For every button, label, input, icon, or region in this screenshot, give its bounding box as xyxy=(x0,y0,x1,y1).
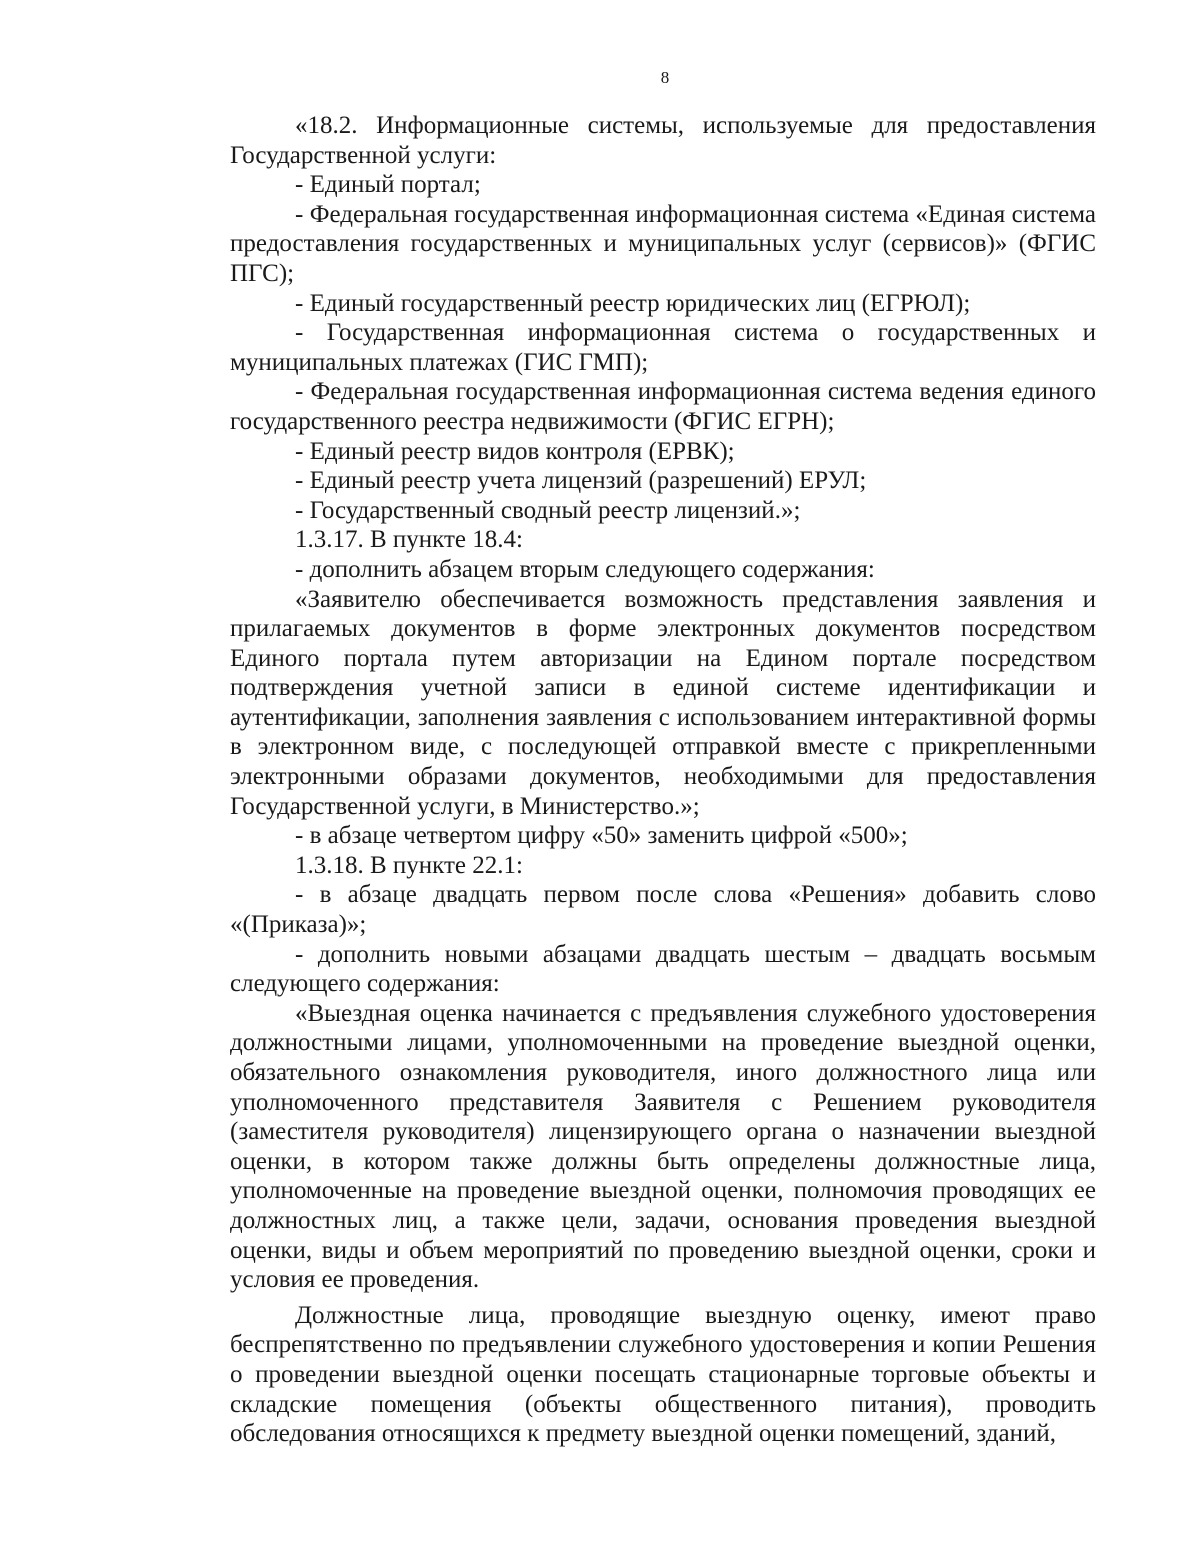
amendment-replace-50: - в абзаце четвертом цифру «50» заменить цифрой «500»; xyxy=(295,822,908,850)
list-item-single-portal: - Единый портал; xyxy=(295,171,481,199)
amendment-add-word: - в абзаце двадцать первом после слова «Решения» добавить слово «(Приказа)»; xyxy=(230,881,1096,939)
quoted-paragraph-field-assessment: «Выездная оценка начинается с предъявления служебного удостоверения должностными лицами, уполномоченными на проведение выездной оценки, обязательного ознакомления руководителя, иного должностного лица или уполномоченного представителя Заявителя с Решением руководителя (заместителя руководителя) лицензирующего органа о назначении выездной оценки, в котором также должны быть определены должностные лица, уполномоченные на проведение выездной оценки, полномочия проводящих ее должностных лиц, а также цели, задачи, основания проведения выездной оценки, виды и объем мероприятий по проведению выездной оценки, сроки и условия ее проведения. xyxy=(230,999,1096,1294)
list-item-fgis-egrn: - Федеральная государственная информационная система ведения единого государственного реестра недвижимости (ФГИС ЕГРН); xyxy=(230,378,1096,435)
quoted-paragraph-applicant: «Заявителю обеспечивается возможность представления заявления и прилагаемых документов в форме электронных документов посредством Единого портала путем авторизации на Едином портале посредством подтверждения учетной записи в единой системе идентификации и аутентификации, заполнения заявления с использованием интерактивной формы в электронном виде, с последующей отправкой вместе с прикрепленными электронными образами документов, необходимыми для предоставления Государственной услуги, в Министерство.»; xyxy=(230,585,1096,820)
paragraph-18-2-intro: «18.2. Информационные системы, используемые для предоставления Государственной услуги: xyxy=(230,112,1096,169)
list-item-license-registry: - Государственный сводный реестр лицензий.»; xyxy=(295,496,801,524)
list-item-ervk: - Единый реестр видов контроля (ЕРВК); xyxy=(295,437,735,465)
list-item-fgis-pgs: - Федеральная государственная информационная система «Единая система предоставления государственных и муниципальных услуг (сервисов)» (ФГИС ПГС); xyxy=(230,200,1096,287)
list-item-gis-gmp: - Государственная информационная система о государственных и муниципальных платежах (ГИС ГМП); xyxy=(230,319,1096,376)
list-item-egrul: - Единый государственный реестр юридических лиц (ЕГРЮЛ); xyxy=(295,289,971,317)
amendment-add-second-paragraph: - дополнить абзацем вторым следующего содержания: xyxy=(295,555,875,583)
list-item-erul: - Единый реестр учета лицензий (разрешений) ЕРУЛ; xyxy=(295,467,867,495)
paragraph-officials-rights: Должностные лица, проводящие выездную оценку, имеют право беспрепятственно по предъявлении служебного удостоверения и копии Решения о проведении выездной оценки посещать стационарные торговые объекты и складские помещения (объекты общественного питания), проводить обследования относящихся к предмету выездной оценки помещений, зданий, xyxy=(230,1301,1096,1448)
clause-1-3-18: 1.3.18. В пункте 22.1: xyxy=(295,851,523,879)
clause-1-3-17: 1.3.17. В пункте 18.4: xyxy=(295,526,523,554)
document-body xyxy=(230,111,1096,1449)
page-number: 8 xyxy=(660,68,670,87)
amendment-add-new-paragraphs: - дополнить новыми абзацами двадцать шестым – двадцать восьмым следующего содержания: xyxy=(230,940,1096,998)
